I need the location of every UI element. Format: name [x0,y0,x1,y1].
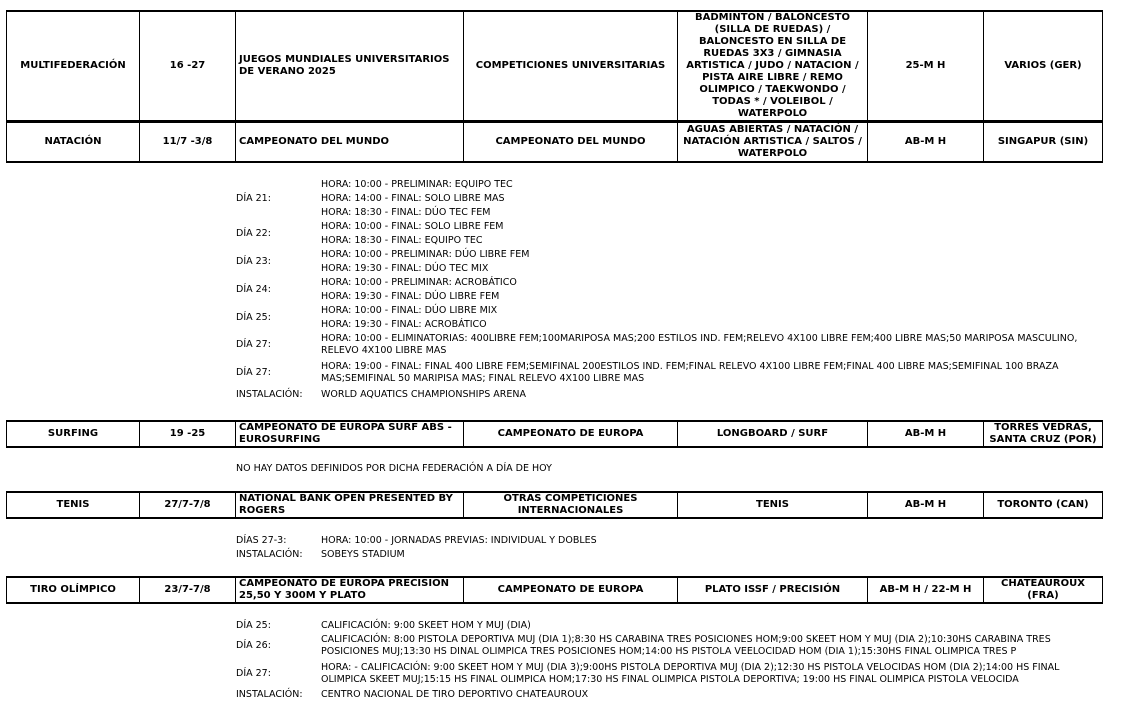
detail-label: DÍA 25: [236,312,271,323]
location-cell: CHATEAUROUX (FRA) [984,577,1103,603]
detail-label: INSTALACIÓN: [236,689,303,700]
disciplines-cell: LONGBOARD / SURF [678,421,868,447]
detail-line: HORA: 19:30 - FINAL: DÚO LIBRE FEM [321,291,500,302]
detail-line: HORA: 19:00 - FINAL: FINAL 400 LIBRE FEM;SEMIFINAL 200ESTILOS IND. FEM;FINAL RELEVO 4X100 LIBRE FEM;FINAL 400 LIBRE MAS;SEMIFINAL 100 BRAZA MAS;SEMIFINAL 50 MARIPISA MAS; FINAL RELEVO 4X100 LIBRE MAS [321,361,1059,384]
detail-line: CALIFICACIÓN: 8:00 PISTOLA DEPORTIVA MUJ (DIA 1);8:30 HS CARABINA TRES POSICIONES HOM;9:00 SKEET HOM Y MUJ (DIA 2);10:30HS CARABINA TRES POSICIONES MUJ;13:30 HS DINAL OLIMPICA TRES POSICIONES HOM;14:00 HS PISTOLA VEELOCIDAD HOM (DIA 1);15:30HS FINAL OLIMPICA TRES P [321,634,1051,657]
detail-day [236,276,1096,304]
category-cell: CAMPEONATO DE EUROPA [464,577,678,603]
detail-label: DÍA 23: [236,256,271,267]
event-details-tiro-olimpico [236,619,1096,702]
event-details-natacion [236,178,1096,402]
dates-cell: 16 -27 [140,11,236,121]
category-cell: CAMPEONATO DEL MUNDO [464,122,678,162]
event-row-natacion [6,121,1103,163]
detail-line: HORA: 10:00 - PRELIMINAR: ACROBÁTICO [321,277,517,288]
detail-day [236,220,1096,248]
competition-cell: CAMPEONATO DE EUROPA PRECISION 25,50 Y 300M Y PLATO [236,577,464,603]
detail-line: HORA: 10:00 - PRELIMINAR: DÚO LIBRE FEM [321,249,530,260]
event-row-multifederacion [6,10,1103,122]
federation-cell: NATACIÓN [7,122,140,162]
disciplines-cell: PLATO ISSF / PRECISIÓN [678,577,868,603]
category-cell: CAMPEONATO DE EUROPA [464,421,678,447]
detail-label: INSTALACIÓN: [236,389,303,400]
detail-day [236,178,1096,220]
detail-label: DÍA 27: [236,668,271,679]
detail-venue [236,548,1096,562]
detail-label: DÍA 26: [236,640,271,651]
detail-line: HORA: 10:00 - PRELIMINAR: EQUIPO TEC [321,179,513,190]
federation-cell: SURFING [7,421,140,447]
event-row-surfing [6,420,1103,448]
level-cell: AB-M H [868,421,984,447]
dates-cell: 27/7-7/8 [140,492,236,518]
detail-line: CALIFICACIÓN: 9:00 SKEET HOM Y MUJ (DIA) [321,620,531,631]
disciplines-cell: BADMINTON / BALONCESTO (SILLA DE RUEDAS) / BALONCESTO EN SILLA DE RUEDAS 3X3 / GIMNASIA ARTISTICA / JUDO / NATACION / PISTA AIRE LIBRE / REMO OLIMPICO / TAEKWONDO / TODAS * / VOLEIBOL / WATERPOLO [678,11,868,121]
detail-line: HORA: - CALIFICACIÓN: 9:00 SKEET HOM Y MUJ (DIA 3);9:00HS PISTOLA DEPORTIVA MUJ (DIA 2);12:30 HS PISTOLA VELOCIDAS HOM (DIA 2);14:00 HS FINAL OLIMPICA SKEET MUJ;15:15 HS FINAL OLIMPICA HOM;17:30 HS FINAL OLIMPICA PISTOLA DEPORTIVA; 19:00 HS FINAL OLIMPICA PISTOLA VELOCIDA [321,662,1060,685]
level-cell: 25-M H [868,11,984,121]
dates-cell: 11/7 -3/8 [140,122,236,162]
disciplines-cell: TENIS [678,492,868,518]
level-cell: AB-M H [868,122,984,162]
detail-label: DÍA 24: [236,284,271,295]
federation-cell: TIRO OLÍMPICO [7,577,140,603]
detail-line: HORA: 10:00 - FINAL: DÚO LIBRE MIX [321,305,498,316]
detail-day [236,619,1096,633]
detail-day [236,304,1096,332]
federation-cell: MULTIFEDERACIÓN [7,11,140,121]
detail-venue [236,688,1096,702]
detail-day [236,534,1096,548]
detail-day [236,634,1096,658]
event-details-tenis [236,534,1096,562]
level-cell: AB-M H [868,492,984,518]
detail-label: DÍA 25: [236,620,271,631]
venue-name: WORLD AQUATICS CHAMPIONSHIPS ARENA [321,389,526,400]
event-note-surfing [236,462,1096,476]
detail-line: HORA: 10:00 - FINAL: SOLO LIBRE FEM [321,221,504,232]
detail-day [236,361,1096,385]
competition-cell: CAMPEONATO DE EUROPA SURF ABS - EUROSURFING [236,421,464,447]
event-row-tenis [6,491,1103,519]
detail-label: DÍA 27: [236,339,271,350]
competition-cell: NATIONAL BANK OPEN PRESENTED BY ROGERS [236,492,464,518]
venue-name: CENTRO NACIONAL DE TIRO DEPORTIVO CHATEAUROUX [321,689,589,700]
competition-cell: CAMPEONATO DEL MUNDO [236,122,464,162]
detail-label: DÍA 27: [236,367,271,378]
detail-day [236,248,1096,276]
detail-label: DÍA 22: [236,228,271,239]
competition-cell: JUEGOS MUNDIALES UNIVERSITARIOS DE VERANO 2025 [236,11,464,121]
detail-venue [236,388,1096,402]
detail-line: HORA: 10:00 - ELIMINATORIAS: 400LIBRE FEM;100MARIPOSA MAS;200 ESTILOS IND. FEM;RELEVO 4X100 LIBRE FEM;400 LIBRE MAS;50 MARIPOSA MASCULINO, RELEVO 4X100 LIBRE MAS [321,333,1078,356]
location-cell: TORONTO (CAN) [984,492,1103,518]
location-cell: TORRES VEDRAS, SANTA CRUZ (POR) [984,421,1103,447]
level-cell: AB-M H / 22-M H [868,577,984,603]
detail-label: DÍA 21: [236,193,271,204]
federation-cell: TENIS [7,492,140,518]
detail-line: HORA: 19:30 - FINAL: DÚO TEC MIX [321,263,489,274]
detail-line: HORA: 10:00 - JORNADAS PREVIAS: INDIVIDUAL Y DOBLES [321,535,597,546]
location-cell: VARIOS (GER) [984,11,1103,121]
category-cell: OTRAS COMPETICIONES INTERNACIONALES [464,492,678,518]
detail-line: HORA: 18:30 - FINAL: EQUIPO TEC [321,235,483,246]
detail-label: INSTALACIÓN: [236,549,303,560]
dates-cell: 23/7-7/8 [140,577,236,603]
detail-day [236,662,1096,686]
venue-name: SOBEYS STADIUM [321,549,405,560]
detail-day [236,333,1096,357]
no-data-note: NO HAY DATOS DEFINIDOS POR DICHA FEDERACIÓN A DÍA DE HOY [236,463,552,474]
event-row-tiro-olimpico [6,576,1103,604]
detail-line: HORA: 19:30 - FINAL: ACROBÁTICO [321,319,487,330]
detail-line: HORA: 14:00 - FINAL: SOLO LIBRE MAS [321,193,505,204]
detail-label: DÍAS 27-3: [236,535,287,546]
location-cell: SINGAPUR (SIN) [984,122,1103,162]
dates-cell: 19 -25 [140,421,236,447]
disciplines-cell: AGUAS ABIERTAS / NATACIÓN / NATACIÓN ARTISTICA / SALTOS / WATERPOLO [678,122,868,162]
detail-line: HORA: 18:30 - FINAL: DÚO TEC FEM [321,207,491,218]
category-cell: COMPETICIONES UNIVERSITARIAS [464,11,678,121]
